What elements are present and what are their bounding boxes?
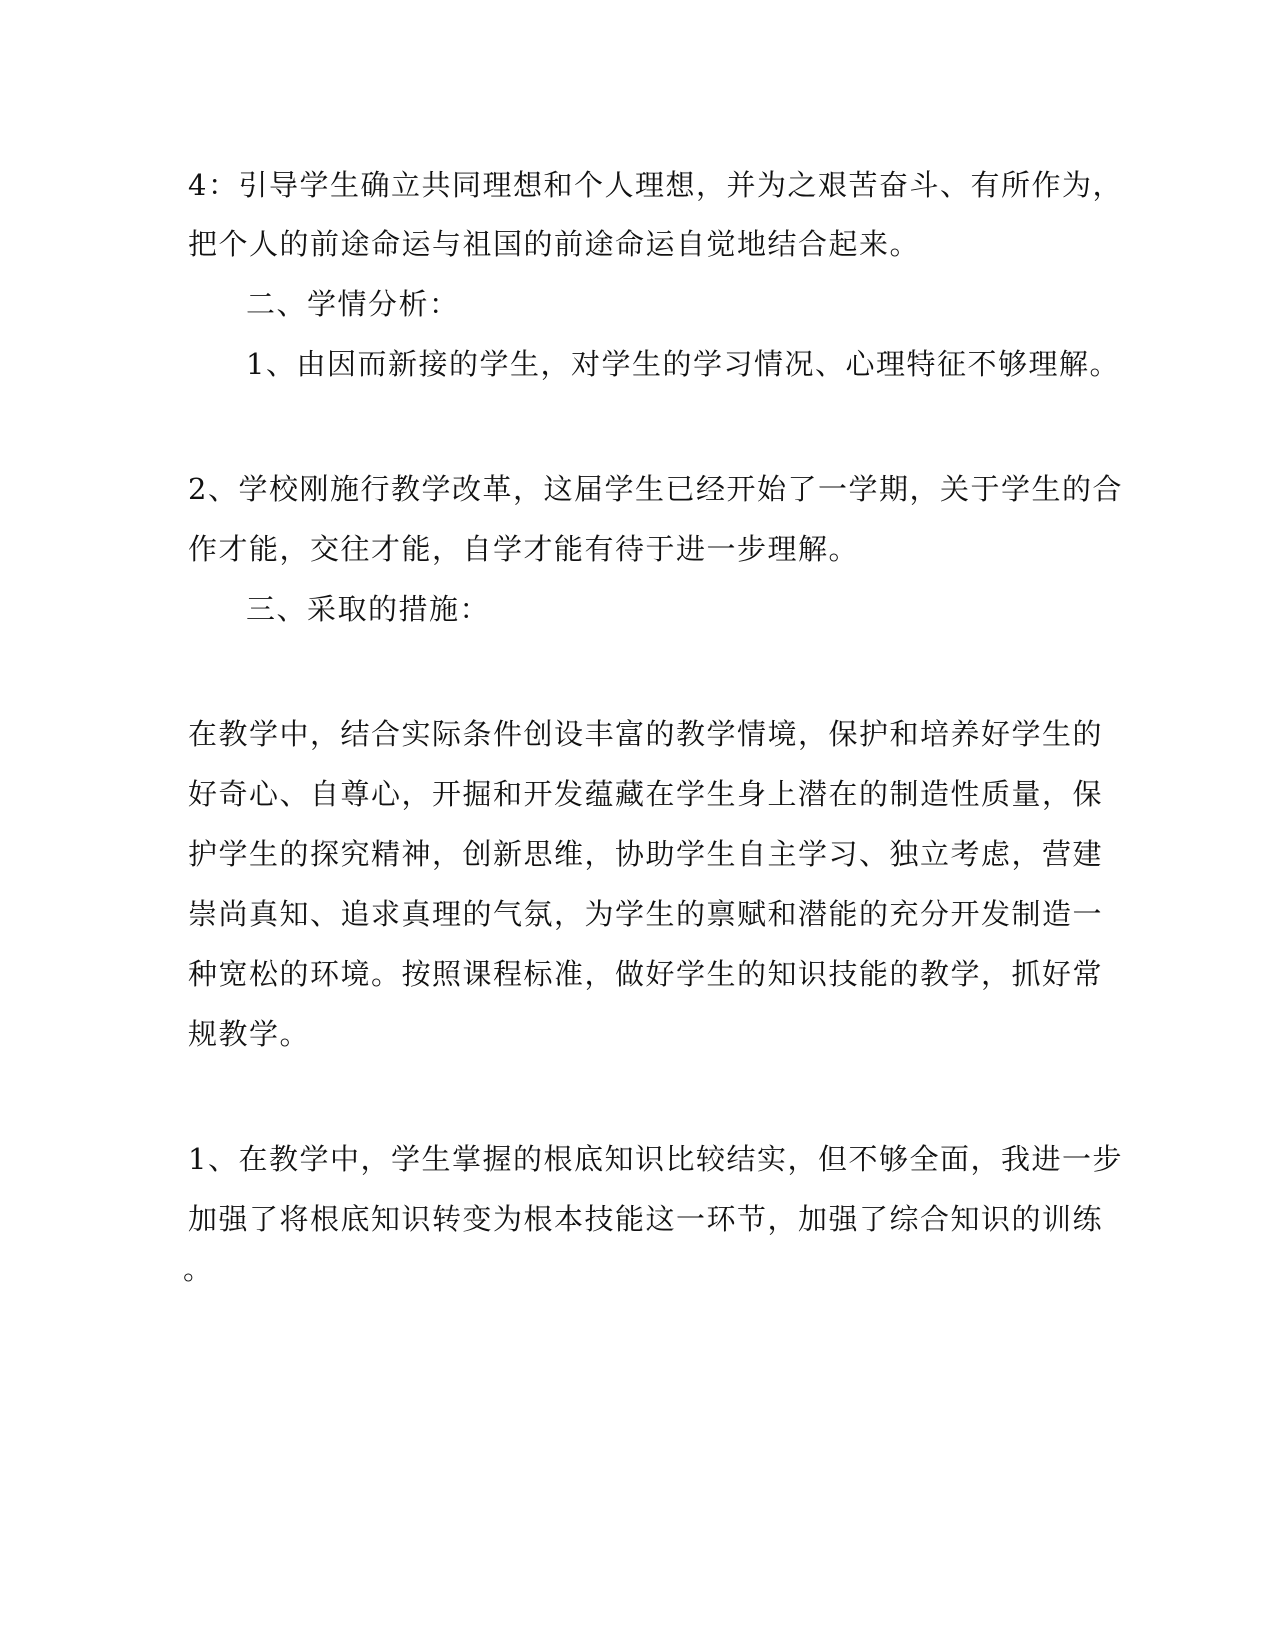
paragraph-line: 4：引导学生确立共同理想和个人理想，并为之艰苦奋斗、有所作为， <box>188 168 1123 202</box>
paragraph-line: 2、学校刚施行教学改革，这届学生已经开始了一学期，关于学生的合 <box>188 472 1123 506</box>
paragraph-line: 护学生的探究精神，创新思维，协助学生自主学习、独立考虑，营建 <box>188 837 1104 871</box>
paragraph-line: 1、由因而新接的学生，对学生的学习情况、心理特征不够理解。 <box>246 347 1120 381</box>
paragraph-line: 。 <box>183 1252 214 1286</box>
paragraph-line: 作才能，交往才能，自学才能有待于进一步理解。 <box>188 532 860 566</box>
paragraph-line: 种宽松的环境。按照课程标准，做好学生的知识技能的教学，抓好常 <box>188 957 1104 991</box>
paragraph-line: 规教学。 <box>188 1017 311 1051</box>
section-heading: 二、学情分析： <box>246 287 460 321</box>
paragraph-line: 1、在教学中，学生掌握的根底知识比较结实，但不够全面，我进一步 <box>188 1142 1123 1176</box>
paragraph-line: 把个人的前途命运与祖国的前途命运自觉地结合起来。 <box>188 227 921 261</box>
paragraph-line: 加强了将根底知识转变为根本技能这一环节，加强了综合知识的训练 <box>188 1202 1104 1236</box>
paragraph-line: 崇尚真知、追求真理的气氛，为学生的禀赋和潜能的充分开发制造一 <box>188 897 1104 931</box>
paragraph-line: 在教学中，结合实际条件创设丰富的教学情境，保护和培养好学生的 <box>188 717 1104 751</box>
paragraph-line: 好奇心、自尊心，开掘和开发蕴藏在学生身上潜在的制造性质量，保 <box>188 777 1104 811</box>
section-heading: 三、采取的措施： <box>246 592 491 626</box>
